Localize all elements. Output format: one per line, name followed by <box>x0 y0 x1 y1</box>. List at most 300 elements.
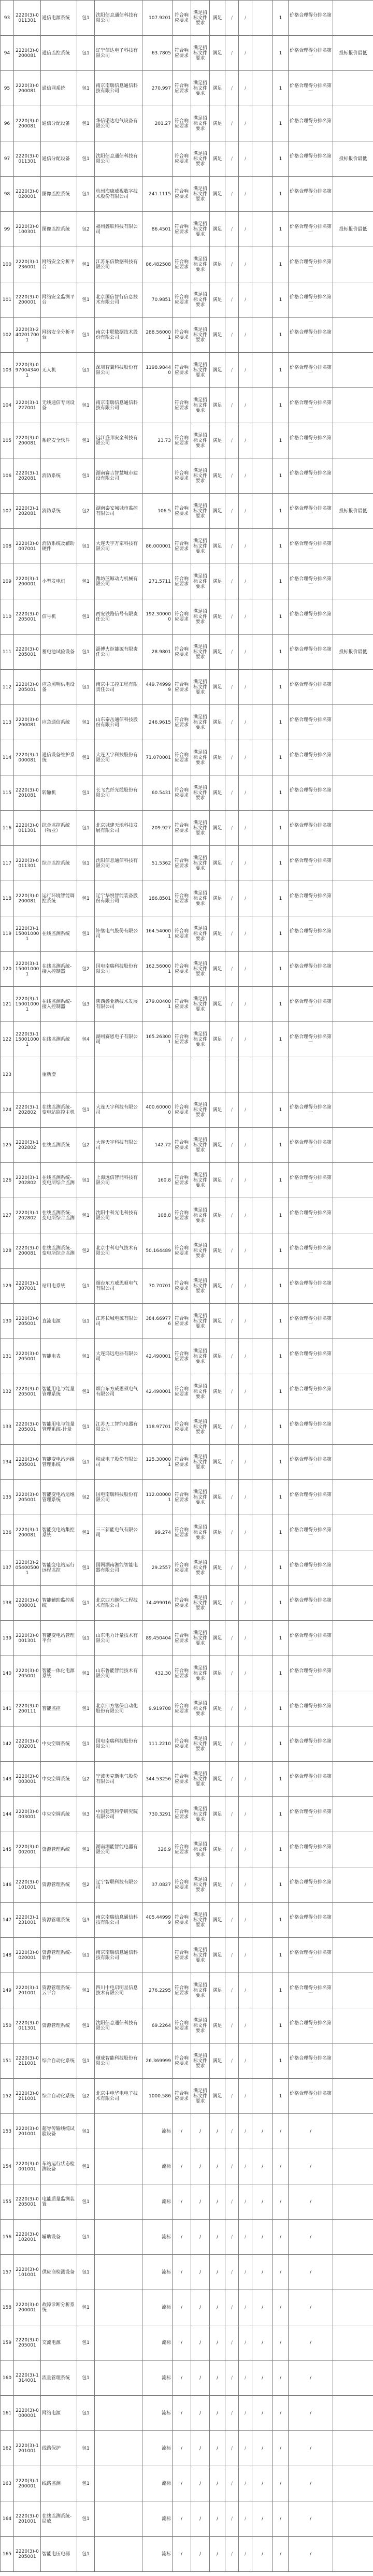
rank-cell: 1 <box>273 952 289 987</box>
remark-cell: 价格合理得分排名第一 <box>289 141 333 177</box>
code-cell: 2220(3)-0101001 <box>14 2255 41 2290</box>
requirement-cell: / <box>191 2431 210 2466</box>
package-cell: 包1 <box>77 106 95 141</box>
qualified-cell: 满足 <box>210 106 225 141</box>
requirement-cell: 满足招标文件要求 <box>191 1233 210 1269</box>
price-cell: 112.000001 <box>142 1480 173 1515</box>
package-cell: 包3 <box>77 987 95 1022</box>
code-cell: 2220(3)-1202802 <box>14 1128 41 1163</box>
note-cell <box>333 2290 373 2325</box>
response-cell: 符合响应要求 <box>173 1867 191 1903</box>
score-cell <box>252 353 273 388</box>
package-cell: 包2 <box>77 2079 95 2114</box>
note-cell <box>333 1691 373 1726</box>
code-cell: 2220(3)-0002001 <box>14 1726 41 1762</box>
remark-cell: 价格合理得分排名第一 <box>289 36 333 71</box>
item-cell: 转辙机 <box>41 775 77 811</box>
response-cell: / <box>173 2431 191 2466</box>
winner-cell: 沈阳信息通信科技有限公司 <box>95 846 142 881</box>
winner-cell: 四川中电启明星信息技术有限公司 <box>95 1973 142 2008</box>
slash-cell-1: / <box>225 1092 239 1128</box>
price-cell: 164.540001 <box>142 916 173 952</box>
rank-cell: 1 <box>273 1233 289 1269</box>
score-cell <box>252 212 273 247</box>
code-cell: 2220(3)-1307001 <box>14 1269 41 1304</box>
response-cell: 符合响应要求 <box>173 494 191 529</box>
table-body <box>1 1 373 2572</box>
code-cell: 2220(3)-1236001 <box>14 247 41 282</box>
rank-cell: 1 <box>273 318 289 353</box>
code-cell: 2220(3)-0101001 <box>14 1867 41 1903</box>
code-cell: 2220(3)-0011301 <box>14 846 41 881</box>
winner-cell: 宁波奥克斯电气股份有限公司 <box>95 1762 142 1797</box>
table-row <box>1 2008 373 2043</box>
slash-cell-2: / <box>239 811 252 846</box>
table-row <box>1 1973 373 2008</box>
seq-cell: 131 <box>1 1339 14 1374</box>
score-cell <box>252 1867 273 1903</box>
qualified-cell <box>210 1057 225 1092</box>
rank-cell: 1 <box>273 1621 289 1656</box>
winner-cell: 国网湖南湘能智能电器有限公司 <box>95 1550 142 1586</box>
score-cell: / <box>252 2149 273 2184</box>
table-row <box>1 212 373 247</box>
price-cell: 1000.586 <box>142 2079 173 2114</box>
table-row <box>1 1832 373 1867</box>
package-cell: 包1 <box>77 2325 95 2361</box>
rank-cell: 1 <box>273 1198 289 1233</box>
seq-cell: 163 <box>1 2466 14 2501</box>
package-cell: 包1 <box>77 318 95 353</box>
score-cell <box>252 811 273 846</box>
slash-cell-1: / <box>225 2184 239 2220</box>
package-cell: 包4 <box>77 1022 95 1057</box>
package-cell: 包1 <box>77 141 95 177</box>
remark-cell: / <box>289 2220 333 2255</box>
rank-cell: 1 <box>273 1092 289 1128</box>
requirement-cell: 满足招标文件要求 <box>191 106 210 141</box>
slash-cell-1: / <box>225 1374 239 1409</box>
response-cell: 符合响应要求 <box>173 1304 191 1339</box>
table-row <box>1 599 373 635</box>
qualified-cell: 满足 <box>210 916 225 952</box>
code-cell: 2220(3)-0205001 <box>14 1445 41 1480</box>
remark-cell: / <box>289 2114 333 2149</box>
note-cell <box>333 1480 373 1515</box>
slash-cell-2: / <box>239 1867 252 1903</box>
slash-cell-1: / <box>225 1339 239 1374</box>
slash-cell-1: / <box>225 247 239 282</box>
code-cell: 2220(3)-1231001 <box>14 1903 41 1938</box>
remark-cell: 价格合理得分排名第一 <box>289 987 333 1022</box>
seq-cell: 165 <box>1 2537 14 2572</box>
rank-cell: 1 <box>273 599 289 635</box>
price-cell <box>142 1938 173 1973</box>
item-cell: 通信分配设备 <box>41 141 77 177</box>
slash-cell-1: / <box>225 2466 239 2501</box>
table-row <box>1 2325 373 2361</box>
table-row <box>1 1762 373 1797</box>
requirement-cell: 满足招标文件要求 <box>191 2043 210 2079</box>
item-cell: 智能变电站运行远程监控 <box>41 1550 77 1586</box>
package-cell: 包1 <box>77 2466 95 2501</box>
seq-cell: 137 <box>1 1550 14 1586</box>
slash-cell-2: / <box>239 1726 252 1762</box>
response-cell: 符合响应要求 <box>173 1621 191 1656</box>
price-cell: 流标 <box>142 2361 173 2396</box>
qualified-cell: 满足 <box>210 1621 225 1656</box>
item-cell: 网络安全分析平台 <box>41 247 77 282</box>
qualified-cell: 满足 <box>210 1339 225 1374</box>
rank-cell: 1 <box>273 1269 289 1304</box>
note-cell <box>333 775 373 811</box>
slash-cell-1: / <box>225 846 239 881</box>
remark-cell: 价格合理得分排名第一 <box>289 1903 333 1938</box>
code-cell: 2220(3)-0205001 <box>14 1656 41 1691</box>
score-cell: / <box>252 2361 273 2396</box>
slash-cell-1: / <box>225 1 239 36</box>
rank-cell: 1 <box>273 458 289 494</box>
table-row <box>1 1374 373 1409</box>
item-cell: 智能辅助监控系统 <box>41 1586 77 1621</box>
price-cell: 108.8 <box>142 1198 173 1233</box>
response-cell: 符合响应要求 <box>173 564 191 599</box>
score-cell <box>252 1233 273 1269</box>
package-cell: 包1 <box>77 71 95 106</box>
table-row <box>1 1550 373 1586</box>
slash-cell-2: / <box>239 353 252 388</box>
response-cell: 符合响应要求 <box>173 2079 191 2114</box>
score-cell: / <box>252 2501 273 2537</box>
score-cell <box>252 1550 273 1586</box>
slash-cell-1: / <box>225 1163 239 1198</box>
slash-cell-2: / <box>239 1269 252 1304</box>
item-cell: 消防系统及辅助硬件 <box>41 529 77 564</box>
requirement-cell: 满足招标文件要求 <box>191 141 210 177</box>
winner-cell: 国电南瑞科技股份有限公司 <box>95 1726 142 1762</box>
table-row <box>1 494 373 529</box>
price-cell <box>142 1057 173 1092</box>
seq-cell: 128 <box>1 1233 14 1269</box>
note-cell <box>333 1339 373 1374</box>
remark-cell: 价格合理得分排名第一 <box>289 1726 333 1762</box>
note-cell <box>333 1797 373 1832</box>
score-cell: / <box>252 2396 273 2431</box>
code-cell: 2220(3)-0100301 <box>14 212 41 247</box>
slash-cell-1: / <box>225 529 239 564</box>
response-cell: 符合响应要求 <box>173 1409 191 1445</box>
requirement-cell: 满足招标文件要求 <box>191 1269 210 1304</box>
item-cell: 通信网系统 <box>41 71 77 106</box>
item-cell: 消防系统 <box>41 494 77 529</box>
qualified-cell: 满足 <box>210 1269 225 1304</box>
table-row <box>1 1339 373 1374</box>
remark-cell: / <box>289 2501 333 2537</box>
rank-cell: 1 <box>273 247 289 282</box>
slash-cell-1: / <box>225 2079 239 2114</box>
rank-cell: / <box>273 2325 289 2361</box>
note-cell <box>333 1621 373 1656</box>
package-cell: 包1 <box>77 388 95 423</box>
winner-cell <box>95 2149 142 2184</box>
table-row <box>1 2466 373 2501</box>
requirement-cell: / <box>191 2501 210 2537</box>
remark-cell: / <box>289 2290 333 2325</box>
remark-cell: 价格合理得分排名第一 <box>289 1304 333 1339</box>
slash-cell-1: / <box>225 1586 239 1621</box>
winner-cell <box>95 2114 142 2149</box>
qualified-cell: / <box>210 2220 225 2255</box>
slash-cell-1: / <box>225 564 239 599</box>
requirement-cell: / <box>191 2396 210 2431</box>
item-cell: 网络安全监测平台 <box>41 282 77 318</box>
winner-cell: 南京南瑞信息通信科技有限公司 <box>95 1903 142 1938</box>
slash-cell-2: / <box>239 2431 252 2466</box>
response-cell: 符合响应要求 <box>173 1656 191 1691</box>
response-cell: 符合响应要求 <box>173 1550 191 1586</box>
rank-cell: 1 <box>273 1339 289 1374</box>
slash-cell-2: / <box>239 1339 252 1374</box>
remark-cell: 价格合理得分排名第一 <box>289 1339 333 1374</box>
remark-cell: 价格合理得分排名第一 <box>289 1128 333 1163</box>
score-cell <box>252 1515 273 1550</box>
package-cell: 包1 <box>77 1726 95 1762</box>
rank-cell: 1 <box>273 177 289 212</box>
price-cell: 344.53256 <box>142 1762 173 1797</box>
requirement-cell: 满足招标文件要求 <box>191 1762 210 1797</box>
response-cell: 符合响应要求 <box>173 1374 191 1409</box>
seq-cell: 98 <box>1 177 14 212</box>
seq-cell: 141 <box>1 1691 14 1726</box>
qualified-cell: 满足 <box>210 881 225 916</box>
response-cell: 符合响应要求 <box>173 599 191 635</box>
code-cell: 2220(3)-1202081 <box>14 458 41 494</box>
slash-cell-1: / <box>225 1269 239 1304</box>
price-cell: 70.70701 <box>142 1269 173 1304</box>
price-cell: 86.000001 <box>142 529 173 564</box>
slash-cell-1: / <box>225 1445 239 1480</box>
code-cell: 2220(3)-1150010001 <box>14 987 41 1022</box>
package-cell: 包1 <box>77 1691 95 1726</box>
note-cell <box>333 705 373 740</box>
slash-cell-1: / <box>225 1233 239 1269</box>
remark-cell: 价格合理得分排名第一 <box>289 881 333 916</box>
slash-cell-2: / <box>239 1973 252 2008</box>
requirement-cell: 满足招标文件要求 <box>191 846 210 881</box>
remark-cell <box>289 1057 333 1092</box>
seq-cell: 110 <box>1 599 14 635</box>
seq-cell: 111 <box>1 635 14 670</box>
note-cell <box>333 564 373 599</box>
seq-cell: 139 <box>1 1621 14 1656</box>
item-cell: 流量管理系统 <box>41 2361 77 2396</box>
requirement-cell: 满足招标文件要求 <box>191 881 210 916</box>
winner-cell: 南京南瑞信息通信科技有限公司 <box>95 388 142 423</box>
requirement-cell: 满足招标文件要求 <box>191 1726 210 1762</box>
package-cell: 包1 <box>77 1409 95 1445</box>
response-cell: 符合响应要求 <box>173 1163 191 1198</box>
item-cell: 供应商检测设备 <box>41 2255 77 2290</box>
qualified-cell: 满足 <box>210 1445 225 1480</box>
requirement-cell: 满足招标文件要求 <box>191 705 210 740</box>
requirement-cell: 满足招标文件要求 <box>191 952 210 987</box>
remark-cell: 价格合理得分排名第一 <box>289 1550 333 1586</box>
note-cell <box>333 458 373 494</box>
seq-cell: 123 <box>1 1057 14 1092</box>
qualified-cell: 满足 <box>210 1022 225 1057</box>
rank-cell: 1 <box>273 1726 289 1762</box>
score-cell <box>252 599 273 635</box>
code-cell: 2220(3)-0011301 <box>14 1 41 36</box>
seq-cell: 108 <box>1 529 14 564</box>
slash-cell-1: / <box>225 1903 239 1938</box>
price-cell: 流标 <box>142 2466 173 2501</box>
seq-cell: 115 <box>1 775 14 811</box>
slash-cell-1: / <box>225 2255 239 2290</box>
price-cell: 160.8 <box>142 1163 173 1198</box>
slash-cell-1: / <box>225 212 239 247</box>
seq-cell: 148 <box>1 1938 14 1973</box>
response-cell: 符合响应要求 <box>173 1797 191 1832</box>
note-cell: 投标报价最低 <box>333 635 373 670</box>
item-cell: 中央空调系统 <box>41 1762 77 1797</box>
remark-cell: / <box>289 2255 333 2290</box>
package-cell: 包1 <box>77 1938 95 1973</box>
price-cell: 流标 <box>142 2501 173 2537</box>
code-cell: 2220(3)-0200081 <box>14 705 41 740</box>
slash-cell-1: / <box>225 106 239 141</box>
remark-cell: / <box>289 2431 333 2466</box>
slash-cell-1: / <box>225 1797 239 1832</box>
price-cell: 71.070001 <box>142 740 173 775</box>
seq-cell: 142 <box>1 1726 14 1762</box>
package-cell: 包1 <box>77 1586 95 1621</box>
response-cell: 符合响应要求 <box>173 141 191 177</box>
rank-cell: 1 <box>273 740 289 775</box>
item-cell: 蓄电池试验设备 <box>41 635 77 670</box>
requirement-cell: 满足招标文件要求 <box>191 71 210 106</box>
rank-cell: 1 <box>273 529 289 564</box>
slash-cell-2: / <box>239 2184 252 2220</box>
note-cell <box>333 2361 373 2396</box>
item-cell: 网络安全分析平台 <box>41 318 77 353</box>
requirement-cell: 满足招标文件要求 <box>191 740 210 775</box>
qualified-cell: / <box>210 2466 225 2501</box>
winner-cell: 烟台东方威思顿电气有限公司 <box>95 1374 142 1409</box>
slash-cell-2: / <box>239 458 252 494</box>
requirement-cell: 满足招标文件要求 <box>191 1797 210 1832</box>
price-cell: 106.5 <box>142 494 173 529</box>
item-cell: 综合自动化系统 <box>41 2043 77 2079</box>
price-cell: 37.0827 <box>142 1867 173 1903</box>
table-row <box>1 1092 373 1128</box>
requirement-cell: 满足招标文件要求 <box>191 1445 210 1480</box>
winner-cell: 深圳智翼科技股份有限公司 <box>95 353 142 388</box>
response-cell: / <box>173 2396 191 2431</box>
slash-cell-2: / <box>239 2361 252 2396</box>
price-cell: 流标 <box>142 2255 173 2290</box>
package-cell: 包3 <box>77 1903 95 1938</box>
price-cell: 201.27 <box>142 106 173 141</box>
response-cell: / <box>173 2501 191 2537</box>
qualified-cell: 满足 <box>210 212 225 247</box>
price-cell: 流标 <box>142 2537 173 2572</box>
seq-cell: 103 <box>1 353 14 388</box>
table-row <box>1 952 373 987</box>
code-cell: 2220(3)-0020001 <box>14 177 41 212</box>
code-cell: 2220(3)-0200081 <box>14 71 41 106</box>
table-row <box>1 106 373 141</box>
note-cell <box>333 670 373 705</box>
rank-cell: 1 <box>273 1163 289 1198</box>
remark-cell: 价格合理得分排名第一 <box>289 916 333 952</box>
rank-cell: / <box>273 2255 289 2290</box>
requirement-cell: / <box>191 2466 210 2501</box>
qualified-cell: 满足 <box>210 1832 225 1867</box>
slash-cell-2: / <box>239 2220 252 2255</box>
qualified-cell: 满足 <box>210 318 225 353</box>
response-cell: 符合响应要求 <box>173 1269 191 1304</box>
requirement-cell: / <box>191 2325 210 2361</box>
slash-cell-2: / <box>239 564 252 599</box>
table-row <box>1 1445 373 1480</box>
code-cell: 2220(3)-0000001 <box>14 2396 41 2431</box>
slash-cell-1: / <box>225 916 239 952</box>
table-row <box>1 36 373 71</box>
qualified-cell: / <box>210 2361 225 2396</box>
score-cell <box>252 1445 273 1480</box>
price-cell: 111.2210 <box>142 1726 173 1762</box>
rank-cell: / <box>273 2114 289 2149</box>
score-cell <box>252 1374 273 1409</box>
package-cell: 包1 <box>77 1621 95 1656</box>
seq-cell: 134 <box>1 1445 14 1480</box>
code-cell: 2220(3)-0002001 <box>14 1832 41 1867</box>
package-cell: 包1 <box>77 916 95 952</box>
item-cell: 消防系统 <box>41 458 77 494</box>
package-cell: 包1 <box>77 2043 95 2079</box>
response-cell: 符合响应要求 <box>173 177 191 212</box>
response-cell: 符合响应要求 <box>173 1128 191 1163</box>
remark-cell: 价格合理得分排名第一 <box>289 1621 333 1656</box>
qualified-cell: 满足 <box>210 1973 225 2008</box>
qualified-cell: 满足 <box>210 1938 225 1973</box>
slash-cell-2: / <box>239 318 252 353</box>
score-cell <box>252 1163 273 1198</box>
seq-cell: 155 <box>1 2184 14 2220</box>
slash-cell-1: / <box>225 2114 239 2149</box>
score-cell <box>252 1621 273 1656</box>
score-cell <box>252 1409 273 1445</box>
qualified-cell: 满足 <box>210 1374 225 1409</box>
price-cell: 流标 <box>142 2114 173 2149</box>
qualified-cell: 满足 <box>210 846 225 881</box>
note-cell <box>333 2325 373 2361</box>
qualified-cell: 满足 <box>210 1163 225 1198</box>
note-cell <box>333 1 373 36</box>
remark-cell: 价格合理得分排名第一 <box>289 1445 333 1480</box>
requirement-cell: 满足招标文件要求 <box>191 1973 210 2008</box>
price-cell: 流标 <box>142 2184 173 2220</box>
seq-cell: 125 <box>1 1128 14 1163</box>
requirement-cell: 满足招标文件要求 <box>191 916 210 952</box>
response-cell: 符合响应要求 <box>173 1515 191 1550</box>
requirement-cell: 满足招标文件要求 <box>191 1832 210 1867</box>
winner-cell <box>95 2501 142 2537</box>
slash-cell-1: / <box>225 2431 239 2466</box>
item-cell: 应急通信系统 <box>41 705 77 740</box>
requirement-cell: / <box>191 2114 210 2149</box>
